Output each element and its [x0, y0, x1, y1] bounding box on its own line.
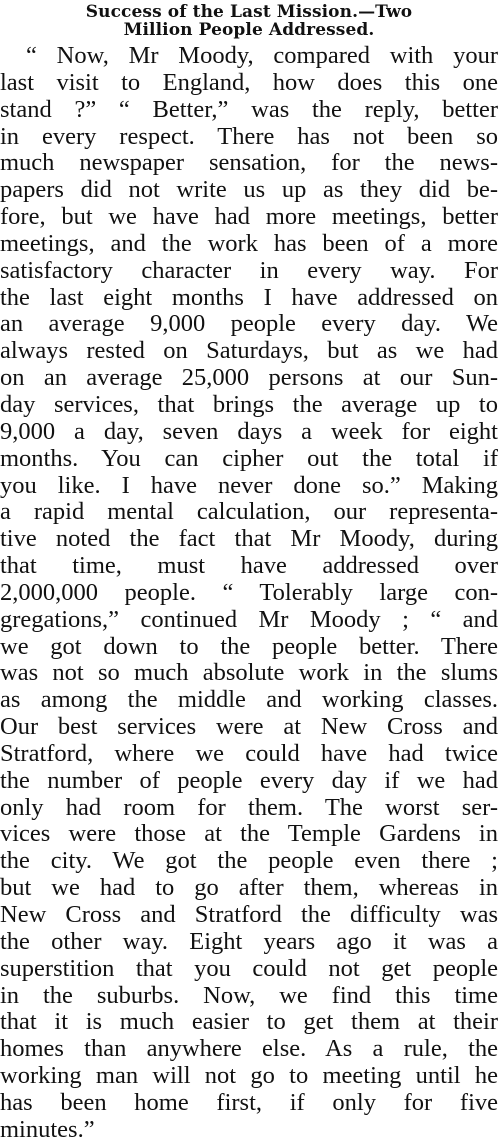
body-line: 9,000 a day, seven days a week for eight	[0, 418, 498, 445]
body-line: we got down to the people better. There	[0, 633, 498, 660]
body-line: months. You can cipher out the total if	[0, 445, 498, 472]
body-line: the number of people every day if we had	[0, 767, 498, 794]
body-line: superstition that you could not get people	[0, 955, 498, 982]
body-line: as among the middle and working classes.	[0, 687, 498, 714]
body-line: an average 9,000 people every day. We	[0, 311, 498, 338]
body-line: working man will not go to meeting until he	[0, 1063, 498, 1090]
body-line: much newspaper sensation, for the news-	[0, 150, 498, 177]
body-line: was not so much absolute work in the slums	[0, 660, 498, 687]
body-line: fore, but we have had more meetings, better	[0, 204, 498, 231]
body-line: tive noted the fact that Mr Moody, during	[0, 526, 498, 553]
body-line: a rapid mental calculation, our representa-	[0, 499, 498, 526]
body-line: that it is much easier to get them at their	[0, 1009, 498, 1036]
body-line: only had room for them. The worst ser-	[0, 794, 498, 821]
body-line: minutes.”	[0, 1116, 95, 1143]
body-line: has been home first, if only for five	[0, 1089, 498, 1116]
body-line: in the suburbs. Now, we find this time	[0, 982, 498, 1009]
body-line: but we had to go after them, whereas in	[0, 875, 498, 902]
body-line: day services, that brings the average up to	[0, 391, 498, 418]
body-line: homes than anywhere else. As a rule, the	[0, 1036, 498, 1063]
body-line: Stratford, where we could have had twice	[0, 740, 498, 767]
body-line: papers did not write us up as they did be-	[0, 177, 498, 204]
body-line: always rested on Saturdays, but as we had	[0, 338, 498, 365]
body-line: Our best services were at New Cross and	[0, 714, 498, 741]
body-line: New Cross and Stratford the difficulty was	[0, 902, 498, 928]
body-line: on an average 25,000 persons at our Sun-	[0, 365, 498, 392]
headline-line: Success of the Last Mission.—Two	[85, 2, 413, 22]
body-line: in every respect. There has not been so	[0, 123, 498, 150]
body-line: “ Now, Mr Moody, compared with your	[26, 43, 498, 69]
article-headline	[0, 3, 498, 39]
body-line: the last eight months I have addressed on	[0, 284, 498, 311]
body-line: last visit to England, how does this one	[0, 69, 498, 96]
body-line: satisfactory character in every way. For	[0, 257, 498, 284]
body-line: that time, must have addressed over	[0, 553, 498, 580]
body-line: gregations,” continued Mr Moody ; “ and	[0, 606, 498, 633]
body-line: 2,000,000 people. “ Tolerably large con-	[0, 579, 498, 606]
body-line: the city. We got the people even there ;	[0, 848, 498, 875]
body-line: stand ?” “ Better,” was the reply, better	[0, 96, 498, 123]
headline-line: Million People Addressed.	[123, 20, 375, 40]
body-line: the other way. Eight years ago it was a	[0, 928, 498, 955]
article-body	[0, 43, 498, 1144]
body-line: vices were those at the Temple Gardens in	[0, 821, 498, 848]
body-line: meetings, and the work has been of a more	[0, 230, 498, 257]
body-line: you like. I have never done so.” Making	[0, 472, 498, 499]
